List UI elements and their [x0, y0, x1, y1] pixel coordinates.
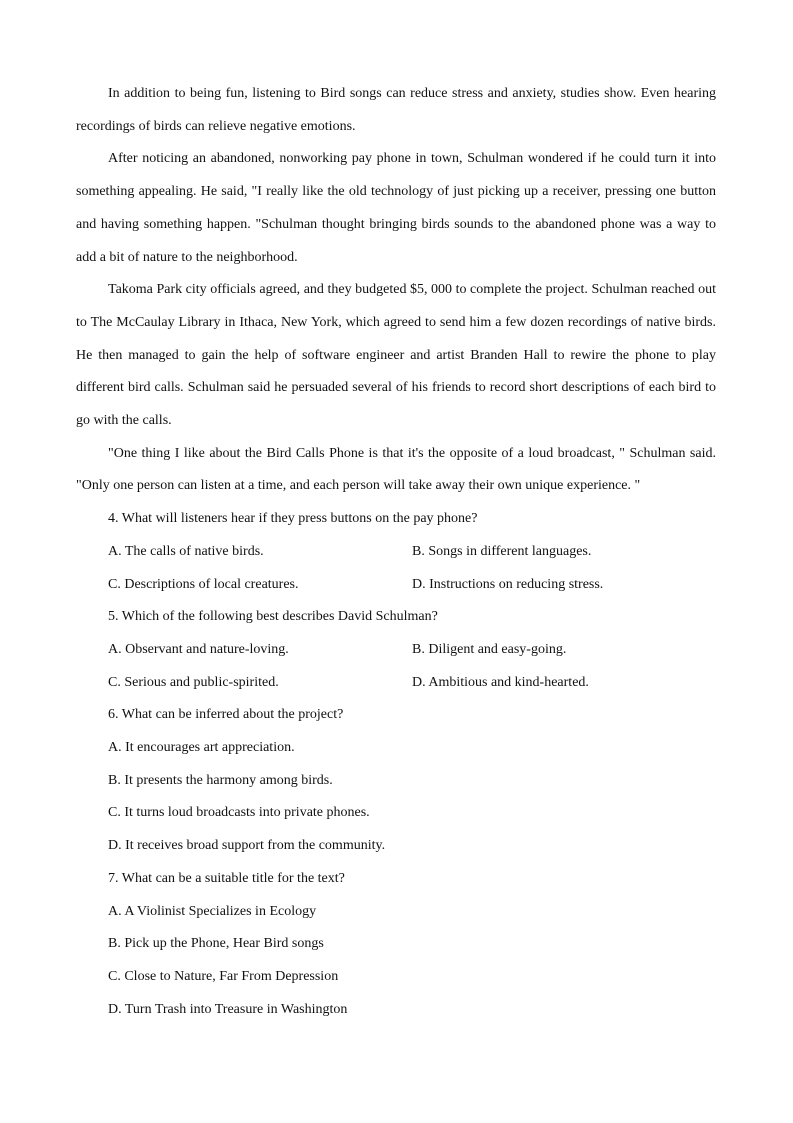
- question-stem: 7. What can be a suitable title for the text?: [108, 870, 345, 886]
- option-a: A. A Violinist Specializes in Ecology: [108, 903, 317, 919]
- option-a: A. Observant and nature-loving.: [108, 641, 289, 657]
- option-row: [76, 569, 716, 602]
- option-a: A. It encourages art appreciation.: [108, 740, 295, 756]
- option-b: B. It presents the harmony among birds.: [108, 772, 333, 788]
- document-content: [76, 78, 716, 1026]
- option-b: B. Diligent and easy-going.: [412, 641, 567, 657]
- option-d: D. Ambitious and kind-hearted.: [412, 674, 589, 690]
- option-b: B. Pick up the Phone, Hear Bird songs: [108, 936, 324, 952]
- question-4: [76, 503, 716, 601]
- option-c: C. Descriptions of local creatures.: [108, 576, 299, 592]
- question-stem: 4. What will listeners hear if they press buttons on the pay phone?: [108, 511, 478, 527]
- option-d: D. Instructions on reducing stress.: [412, 576, 604, 592]
- option-a: A. The calls of native birds.: [108, 543, 264, 559]
- option-c: C. It turns loud broadcasts into private phones.: [108, 805, 370, 821]
- passage-paragraph: "One thing I like about the Bird Calls Phone is that it's the opposite of a loud broadcast, " Schulman said. "Only one person can listen at a time, and each person will take away their own unique experience. ": [76, 445, 716, 494]
- option-b: B. Songs in different languages.: [412, 543, 592, 559]
- question-5: [76, 601, 716, 699]
- passage-paragraph: After noticing an abandoned, nonworking pay phone in town, Schulman wondered if he could turn it into something appealing. He said, "I really like the old technology of just picking up a receiver, pressing one button and having something happen. "Schulman thought bringing birds sounds to the abandoned phone was a way to add a bit of nature to the neighborhood.: [76, 151, 716, 265]
- passage-paragraph: Takoma Park city officials agreed, and they budgeted $5, 000 to complete the project. Schulman reached out to The McCaulay Library in Ithaca, New York, which agreed to send him a few dozen recordings of native birds. He then managed to gain the help of software engineer and artist Branden Hall to rewire the phone to play different bird calls. Schulman said he persuaded several of his friends to record short descriptions of each bird to go with the calls.: [76, 282, 716, 429]
- passage-paragraph: In addition to being fun, listening to Bird songs can reduce stress and anxiety, studies show. Even hearing recordings of birds can relieve negative emotions.: [76, 86, 716, 134]
- option-row: [76, 667, 716, 700]
- option-row: [76, 536, 716, 569]
- question-6: [76, 699, 716, 863]
- question-stem: 5. Which of the following best describes David Schulman?: [108, 609, 438, 625]
- option-c: C. Close to Nature, Far From Depression: [108, 968, 339, 984]
- question-stem: 6. What can be inferred about the project?: [108, 707, 344, 723]
- question-7: [76, 863, 716, 1027]
- option-d: D. It receives broad support from the community.: [108, 838, 386, 854]
- option-d: D. Turn Trash into Treasure in Washington: [108, 1001, 348, 1017]
- option-c: C. Serious and public-spirited.: [108, 674, 279, 690]
- option-row: [76, 634, 716, 667]
